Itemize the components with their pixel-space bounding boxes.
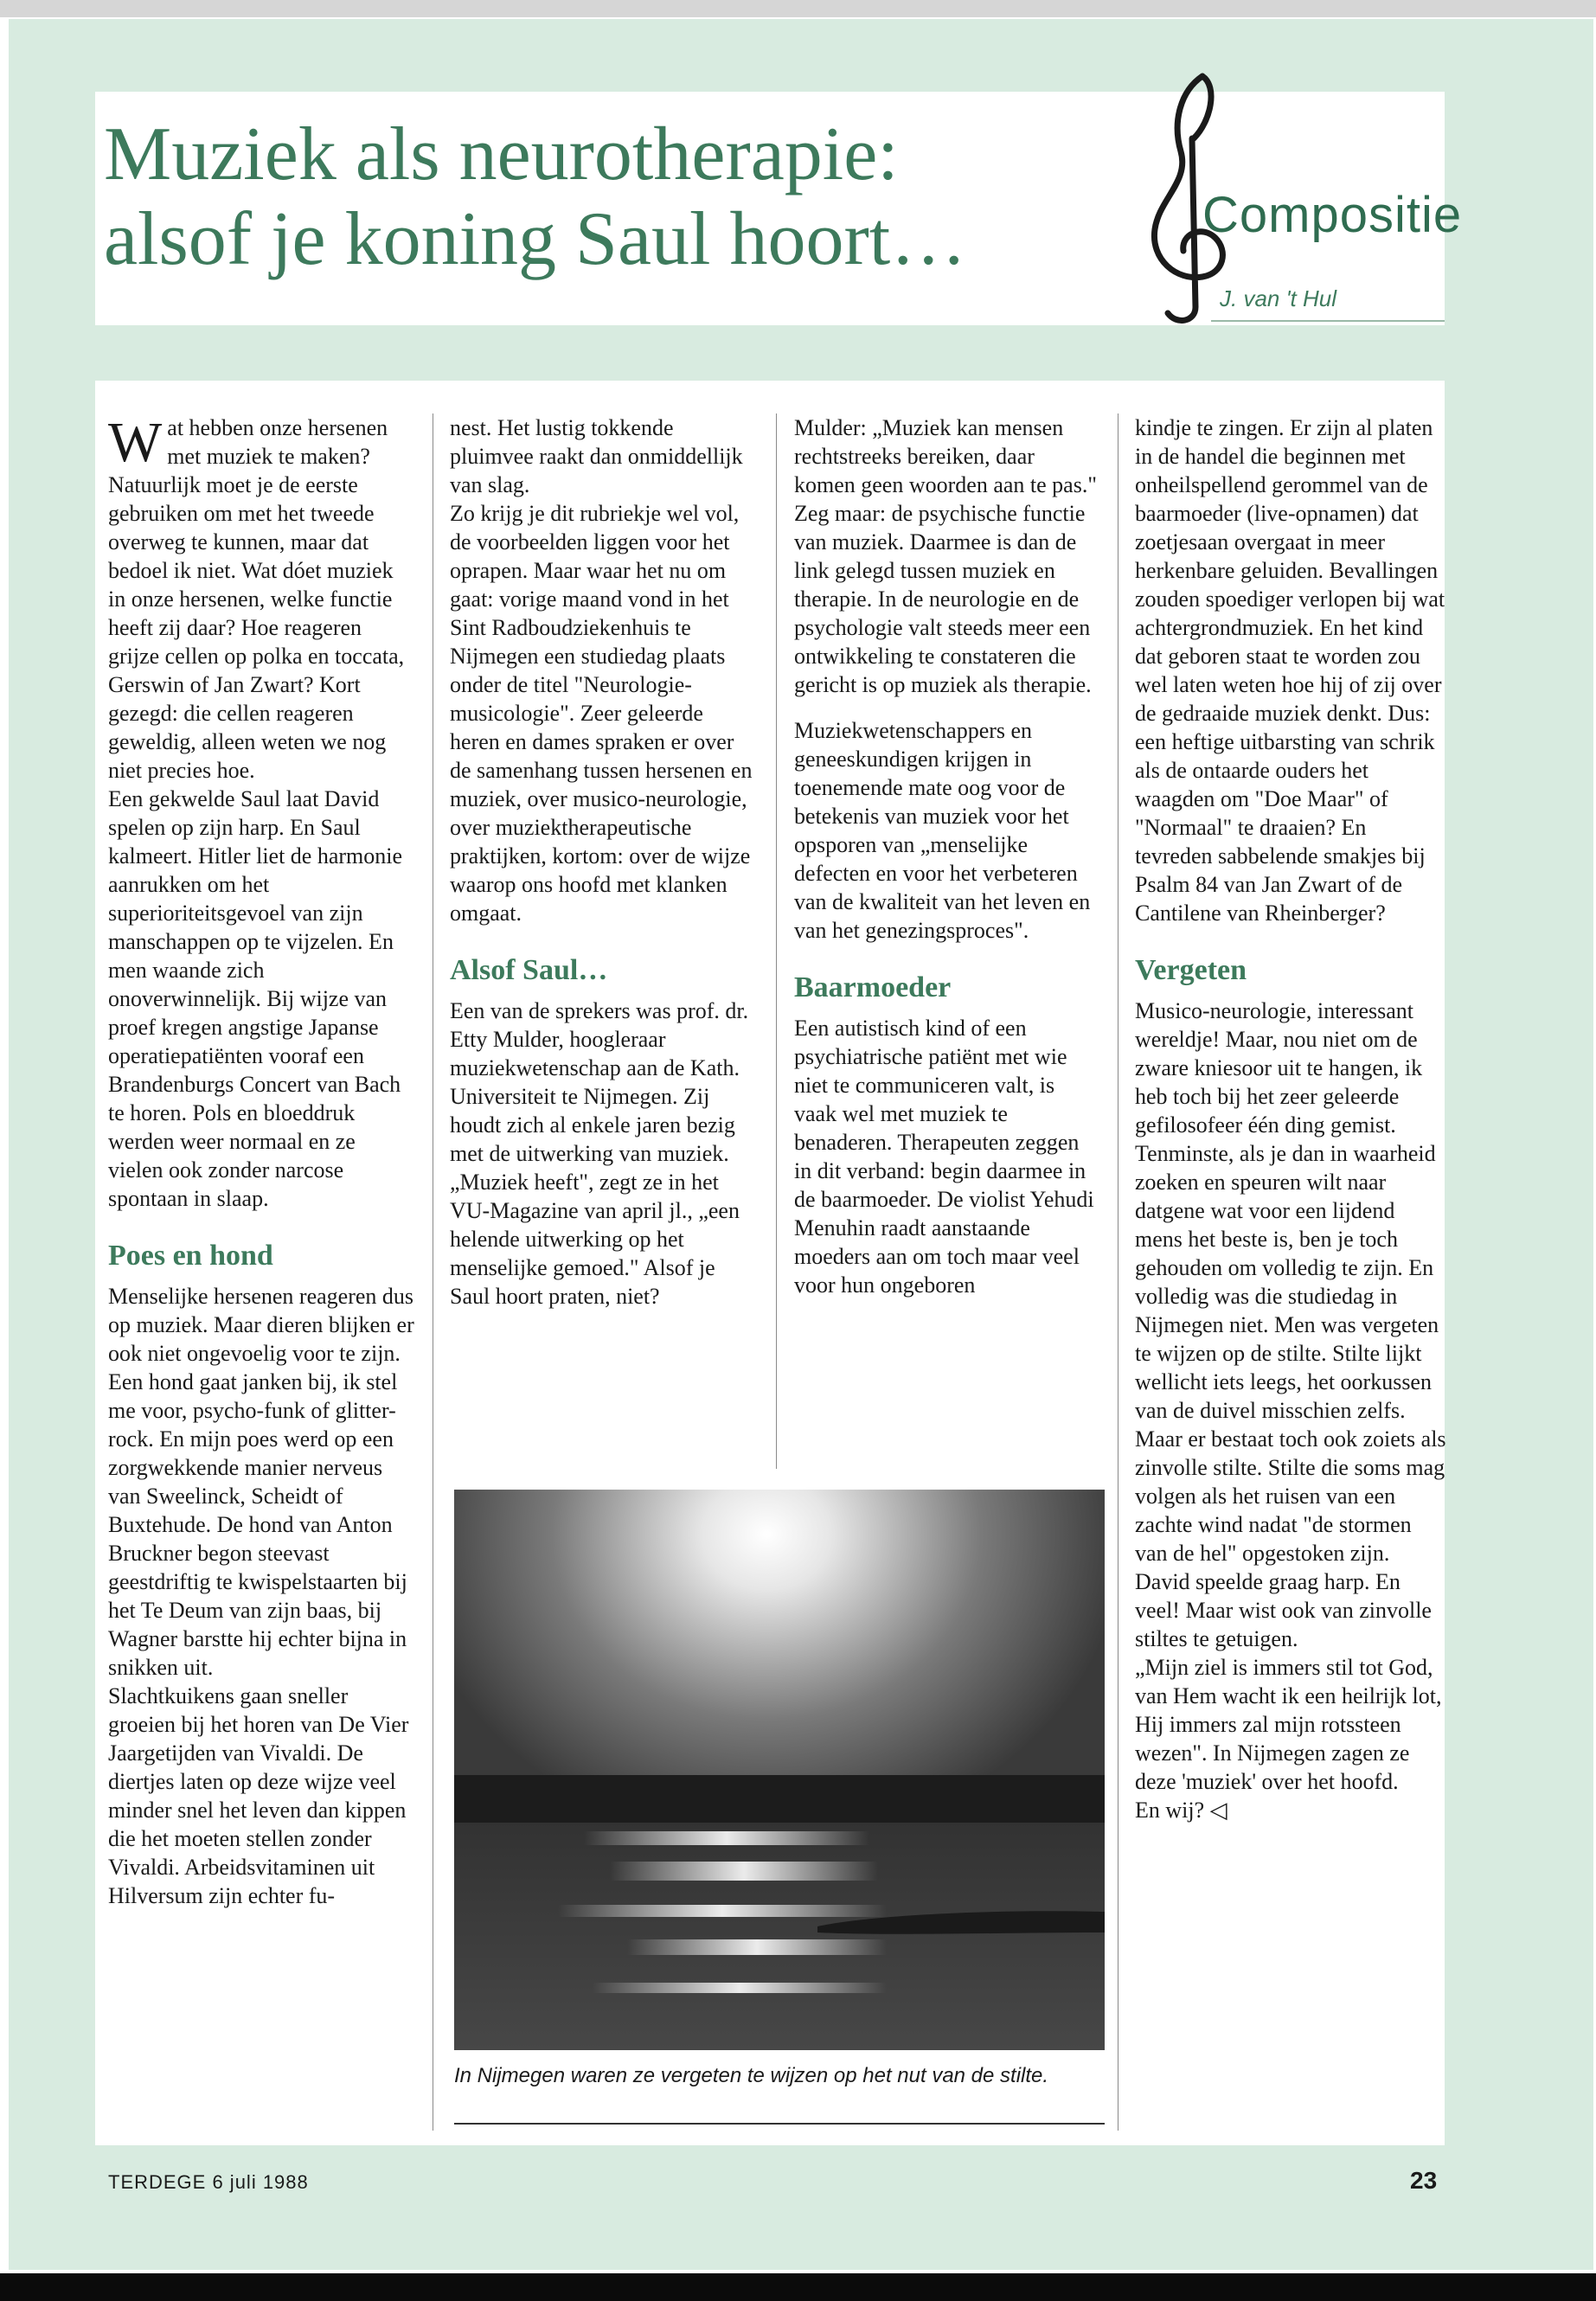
article-column-3: [794, 413, 1101, 1299]
column-divider-2: [776, 413, 777, 1469]
lake-sunset-photo: [454, 1490, 1105, 2050]
title-line-1: Muziek als neurotherapie:: [104, 112, 899, 196]
section-heading: Alsof Saul…: [450, 954, 608, 986]
drop-cap: W: [108, 411, 163, 474]
paragraph: „Mijn ziel is immers stil tot God, van Hem wacht ik een heilrijk lot, Hij immers zal mijn rotssteen wezen". In Nijmegen zagen ze deze 'muziek' over het hoofd.: [1135, 1655, 1442, 1794]
article-title: [104, 112, 1081, 282]
caption-divider: [454, 2123, 1105, 2125]
section-heading: Baarmoeder: [794, 971, 952, 1003]
article-column-4: [1135, 413, 1446, 1824]
article-column-1: [108, 413, 415, 1910]
author-name: J. van 't Hul: [1220, 285, 1337, 311]
paragraph: Zo krijg je dit rubriekje wel vol, de voorbeelden liggen voor het oprapen. Maar waar het nu om gaat: vorige maand vond in het Sint Radboudziekenhuis te Nijmegen een studiedag plaats onder de titel "Neurologie-musicologie". Zeer geleerde heren en dames spraken er over de samenhang tussen hersenen en muziek, over musico-neurologie, over muziektherapeutische praktijken, kortom: over de wijze waarop ons hoofd met klanken omgaat.: [450, 501, 753, 926]
magazine-issue: TERDEGE 6 juli 1988: [108, 2171, 309, 2193]
paragraph: En wij? ◁: [1135, 1798, 1227, 1823]
rubric-logo: [1125, 69, 1463, 329]
paragraph: Een van de sprekers was prof. dr. Etty Mulder, hoogleraar muziekwetenschap aan de Kath. Universiteit te Nijmegen. Zij houdt zich al enkele jaren bezig met de uitwerking van muziek. „Muziek heeft", zegt ze in het VU-Magazine van april jl., „een helende uitwerking op het menselijke gemoed." Alsof je Saul hoort praten, niet?: [450, 998, 749, 1309]
paragraph: Een gekwelde Saul laat David spelen op zijn harp. En Saul kalmeert. Hitler liet de harmonie aanrukken om het superioriteitsgevoel van zijn manschappen op te vijzelen. En men waande zich onoverwinnelijk. Bij wijze van proef kregen angstige Japanse operatiepatiënten vooraf een Brandenburgs Concert van Bach te horen. Pols en bloeddruk werden weer normaal en ze vielen ook zonder narcose spontaan in slaap.: [108, 786, 403, 1211]
rubric-title: Compositie: [1202, 187, 1463, 243]
rubric-divider: [1211, 320, 1445, 322]
article-column-2: [450, 413, 757, 1311]
paragraph: Musico-neurologie, interessant wereldje! Maar, nou niet om de zware kniesoor uit te hangen, ik heb toch bij het zeer geleerde gefilosofeer één ding gemist. Tenminste, als je dan in waarheid zoeken en speuren wilt naar datgene wat voor een lijdend mens het beste is, ben je toch gehouden om volledig te zijn. En volledig was die studiedag in Nijmegen niet. Men was vergeten te wijzen op de stilte. Stilte lijkt wellicht iets leegs, het oorkussen van de duivel misschien zelfs. Maar er bestaat toch ook zoiets als zinvolle stilte. Stilte die soms mag volgen als het ruisen van een zachte wind nadat "de stormen van de hel" opgestoken zijn. David speelde graag harp. En veel! Maar wist ook van zinvolle stiltes te getuigen.: [1135, 998, 1446, 1651]
scan-bottom-edge: [0, 2273, 1596, 2301]
paragraph: [108, 413, 415, 785]
paragraph: kindje te zingen. Er zijn al platen in de handel die beginnen met onheilspellend gerommel van de baarmoeder (live-opnamen) dat zoetjesaan overgaat in meer herkenbare geluiden. Bevallingen zouden spoediger verlopen bij wat achtergrondmuziek. En het kind dat geboren staat te worden zou wel laten weten hoe hij of zij over de gedraaide muziek denkt. Dus: een heftige uitbarsting van schrik als de ontaarde ouders het waagden om "Doe Maar" of "Normaal" te draaien? En tevreden sabbelende smakjes bij Psalm 84 van Jan Zwart of de Cantilene van Rheinberger?: [1135, 415, 1445, 926]
paragraph: Een autistisch kind of een psychiatrische patiënt met wie niet te communiceren valt, is vaak wel met muziek te benaderen. Therapeuten zeggen in dit verband: begin daarmee in de baarmoeder. De violist Yehudi Menuhin raadt aanstaande moeders aan om toch maar veel voor hun ongeboren: [794, 1016, 1094, 1298]
title-line-2: alsof je koning Saul hoort…: [104, 197, 967, 281]
paragraph: Menselijke hersenen reageren dus op muziek. Maar dieren blijken er ook niet ongevoelig voor te zijn. Een hond gaat janken bij, ik stel me voor, psycho-funk of glitter-rock. En mijn poes werd op een zorgwekkende manier nerveus van Sweelinck, Scheidt of Buxtehude. De hond van Anton Bruckner begon steevast geestdriftig te kwispelstaarten bij het Te Deum van zijn baas, bij Wagner barstte hij echter bijna in snikken uit.: [108, 1284, 414, 1680]
section-heading: Poes en hond: [108, 1240, 273, 1272]
paragraph: Muziekwetenschappers en geneeskundigen krijgen in toenemende mate oog voor de betekenis van muziek voor het opsporen van „menselijke defecten en voor het verbeteren van de kwaliteit van het leven en van het genezingsproces".: [794, 718, 1091, 943]
page-number: 23: [1410, 2167, 1438, 2194]
scan-top-edge: [0, 0, 1596, 17]
paragraph: Slachtkuikens gaan sneller groeien bij het horen van De Vier Jaargetijden van Vivaldi. De diertjes laten op deze wijze veel minder snel het leven dan kippen die het moeten stellen zonder Vivaldi. Arbeidsvitaminen uit Hilversum zijn echter fu-: [108, 1683, 409, 1908]
paragraph: Mulder: „Muziek kan mensen rechtstreeks bereiken, daar komen geen woorden aan te pas." Zeg maar: de psychische functie van muziek. Daarmee is dan de link gelegd tussen muziek en therapie. In de neurologie en de psychologie valt steeds meer een ontwikkeling te constateren die gericht is op muziek als therapie.: [794, 415, 1097, 697]
photo-caption: In Nijmegen waren ze vergeten te wijzen op het nut van de stilte.: [454, 2064, 1049, 2087]
paragraph: nest. Het lustig tokkende pluimvee raakt dan onmiddellijk van slag.: [450, 415, 743, 497]
paragraph-text: at hebben onze hersenen met muziek te maken? Natuurlijk moet je de eerste gebruiken om met het tweede overweg te kunnen, maar dat bedoel ik niet. Wat dóet muziek in onze hersenen, welke functie heeft zij daar? Hoe reageren grijze cellen op polka en toccata, Gerswin of Jan Zwart? Kort gezegd: die cellen reageren geweldig, alleen weten we nog niet precies hoe.: [108, 415, 405, 783]
section-heading: Vergeten: [1135, 954, 1247, 986]
